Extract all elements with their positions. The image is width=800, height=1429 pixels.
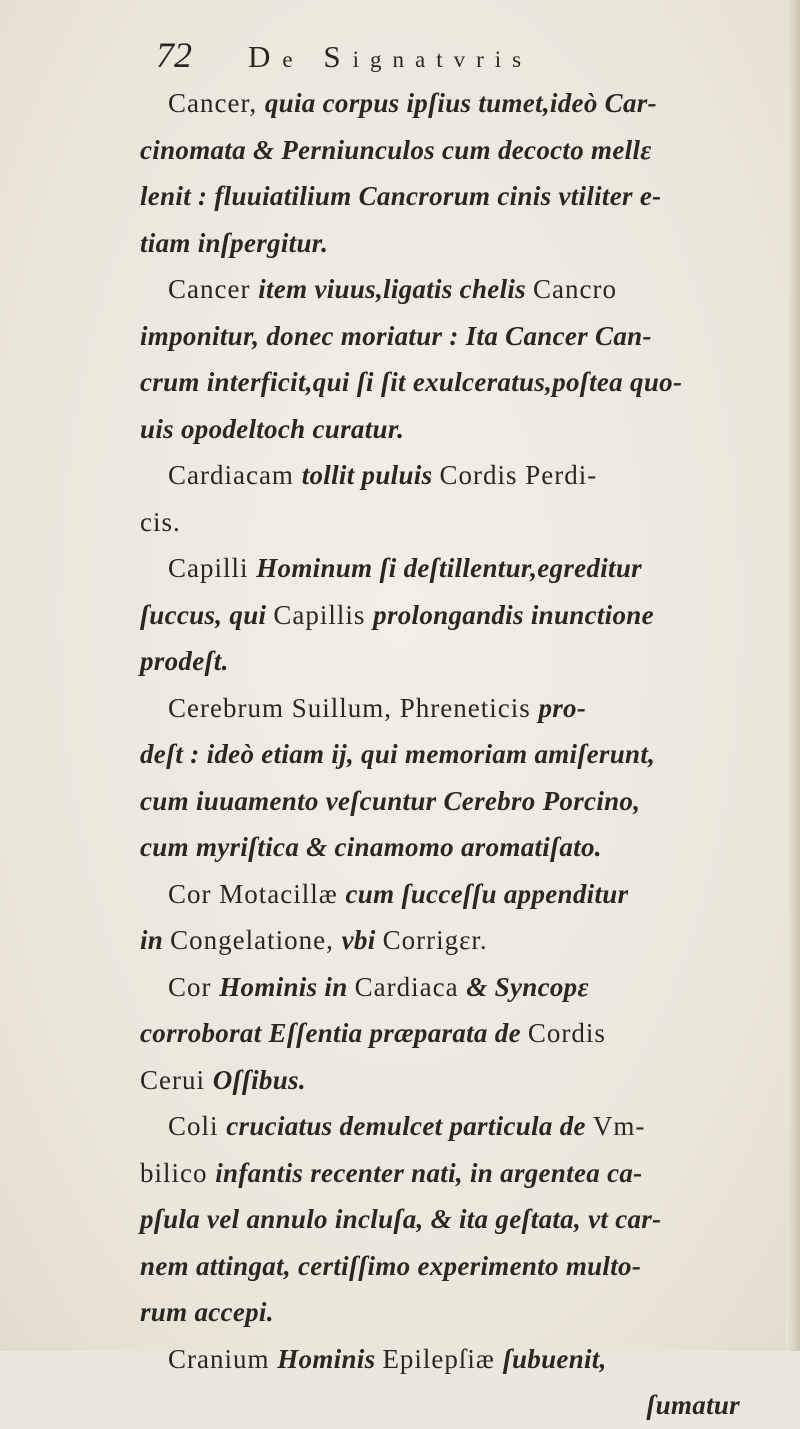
roman-text: Cancro [533,274,617,304]
text-line [140,406,760,453]
text-line [140,1103,760,1150]
title-rest-1: e [282,47,304,72]
italic-text: ſuccus, qui [140,599,274,630]
text-line [140,1150,760,1197]
text-line [140,173,760,220]
text-line [140,685,760,732]
italic-text: tollit puluis [301,460,440,490]
roman-text: Cerebrum Suillum, Phreneticis [168,692,539,723]
text-line [140,824,760,871]
italic-text: tiam inſpergitur. [140,227,329,258]
italic-text: cum iuuamento veſcuntur Cerebro Porcino, [140,785,641,816]
text-line [140,1336,760,1383]
roman-text: Coli [168,1111,227,1141]
italic-text: deſt : ideò etiam ij, qui memoriam amiſerunt, [140,739,656,769]
italic-text: Oſſibus. [212,1064,306,1095]
text-line [140,127,760,174]
italic-text: quia corpus ipſius tumet,ideò Car- [264,88,657,118]
italic-text: cum myriſtica & cinamomo aromatiſato. [140,832,602,862]
text-line [140,592,760,639]
text-line [140,1382,760,1429]
roman-text: Cor [168,971,220,1002]
italic-text: item viuus,ligatis chelis [258,274,534,304]
italic-text: pro- [538,692,587,723]
italic-text: lenit : fluuiatilium Cancrorum cinis vtiliter e- [140,181,662,211]
text-line [140,499,760,546]
italic-text: vbi [341,925,383,955]
roman-text: Cordis [527,1018,606,1048]
roman-text: Cardiaca [354,971,467,1002]
text-line [140,778,760,825]
italic-text: Hominis [277,1343,383,1374]
text-line [140,917,760,964]
italic-text: & Syncopε [466,971,589,1002]
roman-text: Corrigεr. [382,925,488,955]
running-title [248,39,532,75]
body-text [140,80,760,1429]
text-line [140,80,760,127]
title-initial-1: D [248,39,283,74]
text-line [140,313,760,360]
italic-text: uis opodeltoch curatur. [140,413,405,444]
title-initial-2: S [323,39,353,74]
italic-text: corroborat Eſſentia præparata de [140,1018,528,1048]
text-line [140,359,760,406]
text-line [140,638,760,685]
italic-text: imponitur, donec moriatur : Ita Cancer Can- [140,320,652,351]
page-header [156,34,756,82]
roman-text: Cor Motacillæ [168,878,346,909]
roman-text: Cordis Perdi- [439,460,598,490]
text-line [140,964,760,1011]
italic-text: pſula vel annulo incluſa, & ita geſtata, vt car- [140,1204,662,1234]
roman-text: Congelatione, [170,925,342,955]
title-rest-2: ignatvris [352,47,533,72]
text-line [140,1289,760,1336]
text-line [140,452,760,499]
italic-text: cum ſucceſſu appenditur [345,878,629,909]
roman-text: Capillis [273,599,374,630]
italic-text: cruciatus demulcet particula de [226,1111,593,1141]
text-line [140,266,760,313]
text-line [140,731,760,778]
italic-text: ſubuenit, [502,1343,607,1374]
roman-text: cis. [140,506,181,537]
italic-text: Hominis in [219,971,355,1002]
italic-text: prolongandis inunctione [373,599,654,630]
text-line [140,220,760,267]
italic-text: infantis recenter nati, in argentea ca- [215,1157,643,1188]
page-number: 72 [156,35,192,75]
italic-text: in [140,925,171,955]
text-line [140,1057,760,1104]
roman-text: Cranium [168,1343,278,1374]
text-line [140,1010,760,1057]
roman-text: bilico [140,1157,216,1188]
roman-text: Cancer [168,274,259,304]
page-edge [786,0,800,1351]
italic-text: ſumatur [646,1390,740,1420]
roman-text: Cardiacam [168,460,302,490]
roman-text: Epilepſiæ [382,1343,503,1374]
italic-text: prodeſt. [140,646,229,676]
italic-text: cinomata & Pernіunculos cum decoctο mellε [140,134,652,165]
text-line [140,545,760,592]
roman-text: Vm- [592,1111,646,1141]
roman-text: Cerui [140,1064,213,1095]
italic-text: rum accepi. [140,1297,274,1327]
italic-text: Hominum ſi deſtillentur,egreditur [256,553,642,583]
roman-text: Capilli [168,553,257,583]
text-line [140,1243,760,1290]
italic-text: nem attingat, certiſſimo experimento multo- [140,1250,642,1281]
text-line [140,1196,760,1243]
roman-text: Cancer, [168,88,265,118]
text-line [140,871,760,918]
italic-text: crum interficit,qui ſi ſit exulceratus,poſtea quo- [140,367,683,397]
